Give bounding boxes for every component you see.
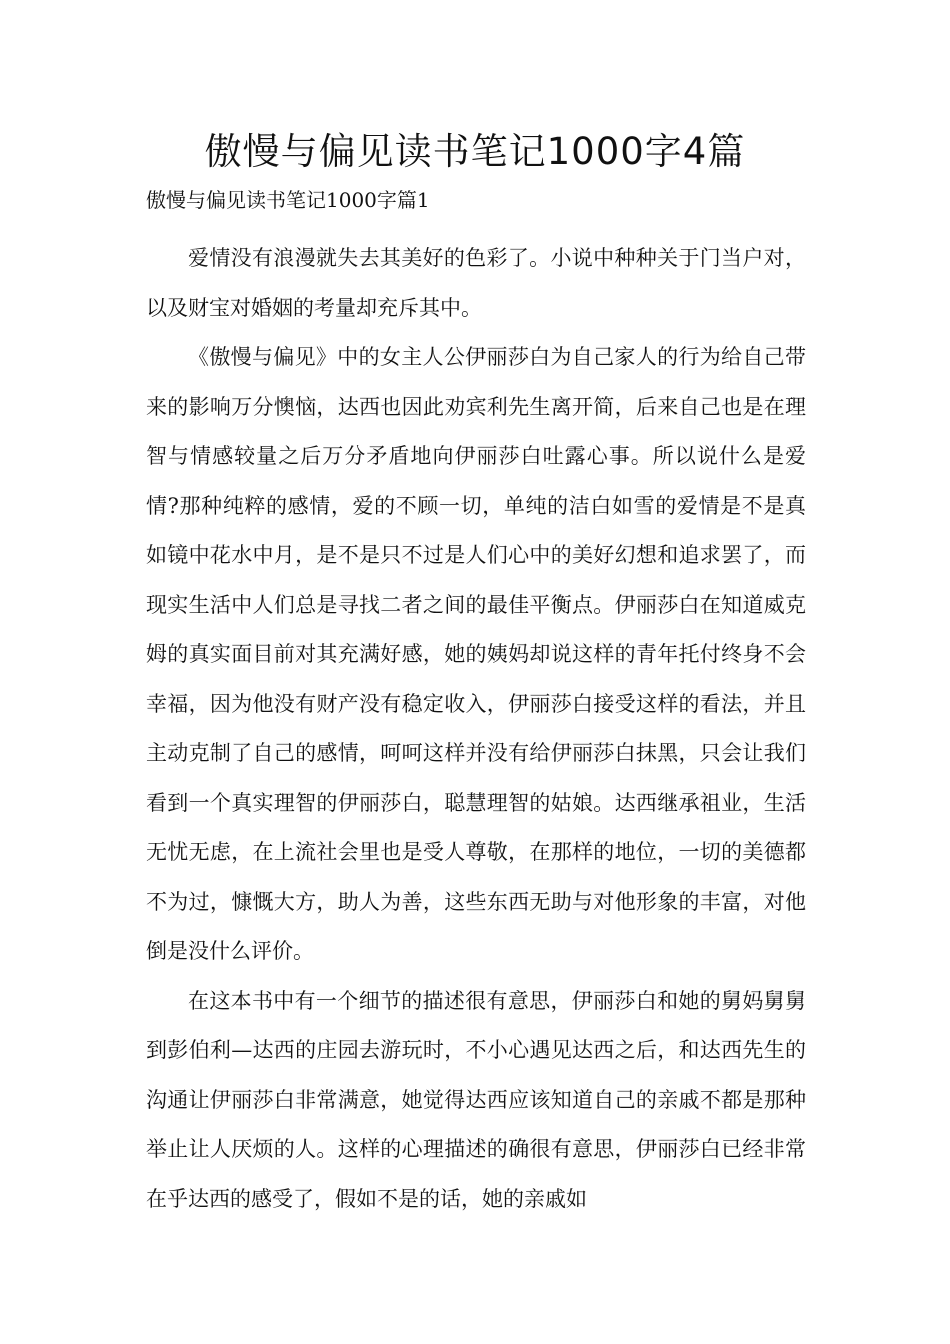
paragraph-3: 在这本书中有一个细节的描述很有意思，伊丽莎白和她的舅妈舅舅到彭伯利—达西的庄园去游玩时，不小心遇见达西之后，和达西先生的沟通让伊丽莎白非常满意，她觉得达西应该知道自己的亲戚不都是那种举止让人厌烦的人。这样的心理描述的确很有意思，伊丽莎白已经非常在乎达西的感受了，假如不是的话，她的亲戚如 bbox=[146, 988, 806, 1211]
document-body bbox=[146, 234, 806, 1224]
section-heading: 傲慢与偏见读书笔记1000字篇1 bbox=[146, 188, 430, 212]
paragraph-2: 《傲慢与偏见》中的女主人公伊丽莎白为自己家人的行为给自己带来的影响万分懊恼，达西也因此劝宾利先生离开简，后来自己也是在理智与情感较量之后万分矛盾地向伊丽莎白吐露心事。所以说什么是爱情?那种纯粹的感情，爱的不顾一切，单纯的洁白如雪的爱情是不是真如镜中花水中月，是不是只不过是人们心中的美好幻想和追求罢了，而现实生活中人们总是寻找二者之间的最佳平衡点。伊丽莎白在知道威克姆的真实面目前对其充满好感，她的姨妈却说这样的青年托付终身不会幸福，因为他没有财产没有稳定收入，伊丽莎白接受这样的看法，并且主动克制了自己的感情，呵呵这样并没有给伊丽莎白抹黑，只会让我们看到一个真实理智的伊丽莎白，聪慧理智的姑娘。达西继承祖业，生活无忧无虑，在上流社会里也是受人尊敬，在那样的地位，一切的美德都不为过，慷慨大方，助人为善，这些东西无助与对他形象的丰富，对他倒是没什么评价。 bbox=[146, 345, 806, 963]
paragraph-1: 爱情没有浪漫就失去其美好的色彩了。小说中种种关于门当户对，以及财宝对婚姻的考量却充斥其中。 bbox=[146, 246, 806, 320]
document-title: 傲慢与偏见读书笔记1000字4篇 bbox=[204, 130, 746, 173]
